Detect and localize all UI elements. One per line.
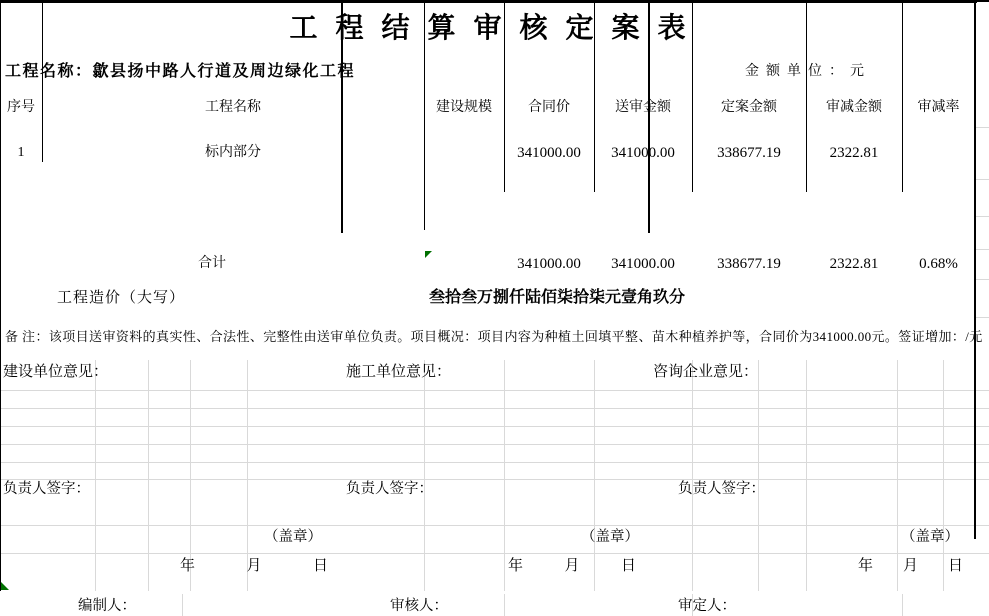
grid-line [902,594,903,616]
month-label: 月 [564,558,580,574]
approver-label: 审定人： [678,598,736,614]
year-label: 年 [858,558,874,574]
grid-line [182,594,183,616]
grid-line [806,360,807,591]
col-header-rate: 审减率 [917,100,960,115]
opinion-title-construction: 建设单位意见： [3,364,109,380]
cell-reduction: 2322.81 [829,145,879,161]
col-header-submitted: 送审金额 [615,100,671,115]
sign-label-consultant: 负责人签字： [678,481,765,497]
grid-line [758,360,759,591]
total-rate: 0.68% [919,256,958,272]
col-header-scale: 建设规模 [436,100,492,115]
project-name: 工程名称：歙县扬中路人行道及周边绿化工程 [5,63,356,80]
grid-line [975,279,989,280]
total-confirmed: 338677.19 [717,256,781,272]
grid-line [975,249,989,250]
grid-line [975,127,989,128]
grid-line [975,317,989,318]
day-label: 日 [620,558,636,574]
grid-line [692,360,693,591]
grid-line [897,360,898,591]
grid-line [975,179,989,180]
error-indicator-icon [425,251,432,258]
grid-line [943,360,944,591]
error-indicator-icon [1,582,9,590]
total-reduction: 2322.81 [829,256,879,272]
seal-label-consultant: （盖章） [901,529,959,545]
col-header-seq: 序号 [7,100,35,115]
remark-text: 备 注：该项目送审资料的真实性、合法性、完整性由送审单位负责。项目概况：项目内容为种植土回填平整、苗木种植养护等，合同价为341000.00元。签证增加：/元 [5,329,983,344]
day-label: 日 [312,558,328,574]
grid-line [95,360,96,591]
opinion-title-contractor: 施工单位意见： [346,364,452,380]
grid-line [247,360,248,591]
col-header-contract: 合同价 [528,100,570,115]
cell-confirmed: 338677.19 [717,145,781,161]
grid-line [975,216,989,217]
col-header-reduction: 审减金额 [826,100,882,115]
grid-line [504,594,505,616]
date-row-construction [180,558,328,575]
total-submitted: 341000.00 [611,256,675,272]
total-contract: 341000.00 [517,256,581,272]
cell-name: 标内部分 [205,145,261,160]
grid-line [190,360,191,591]
year-label: 年 [180,558,196,574]
cell-contract: 341000.00 [517,145,581,161]
seal-label-contractor: （盖章） [581,529,639,545]
col-header-confirmed: 定案金额 [721,100,777,115]
cost-in-words-label: 工程造价（大写） [57,290,186,306]
form-title: 工程结算审核定案表 [289,13,704,44]
grid-line [424,360,425,591]
opinion-title-consultant: 咨询企业意见： [653,364,759,380]
sign-label-construction: 负责人签字： [3,481,90,497]
date-row-contractor [508,558,636,575]
grid-line [504,360,505,591]
date-row-consultant [858,558,963,575]
day-label: 日 [947,558,963,574]
reviewer-label: 审核人： [390,598,448,614]
cell-seq: 1 [17,145,25,160]
grid-line [594,360,595,591]
col-header-name: 工程名称 [205,100,261,115]
month-label: 月 [902,558,918,574]
border-line [0,0,977,3]
month-label: 月 [246,558,262,574]
amount-unit: 金额单位：元 [745,64,871,79]
cell-submitted: 341000.00 [611,145,675,161]
grid-line [148,360,149,591]
seal-label-construction: （盖章） [264,529,322,545]
total-label: 合计 [198,256,226,271]
border-line [0,0,1,591]
cost-in-words-value: 叁拾叁万捌仟陆佰柒拾柒元壹角玖分 [429,289,686,306]
year-label: 年 [508,558,524,574]
sign-label-contractor: 负责人签字： [346,481,433,497]
preparer-label: 编制人： [78,598,136,614]
